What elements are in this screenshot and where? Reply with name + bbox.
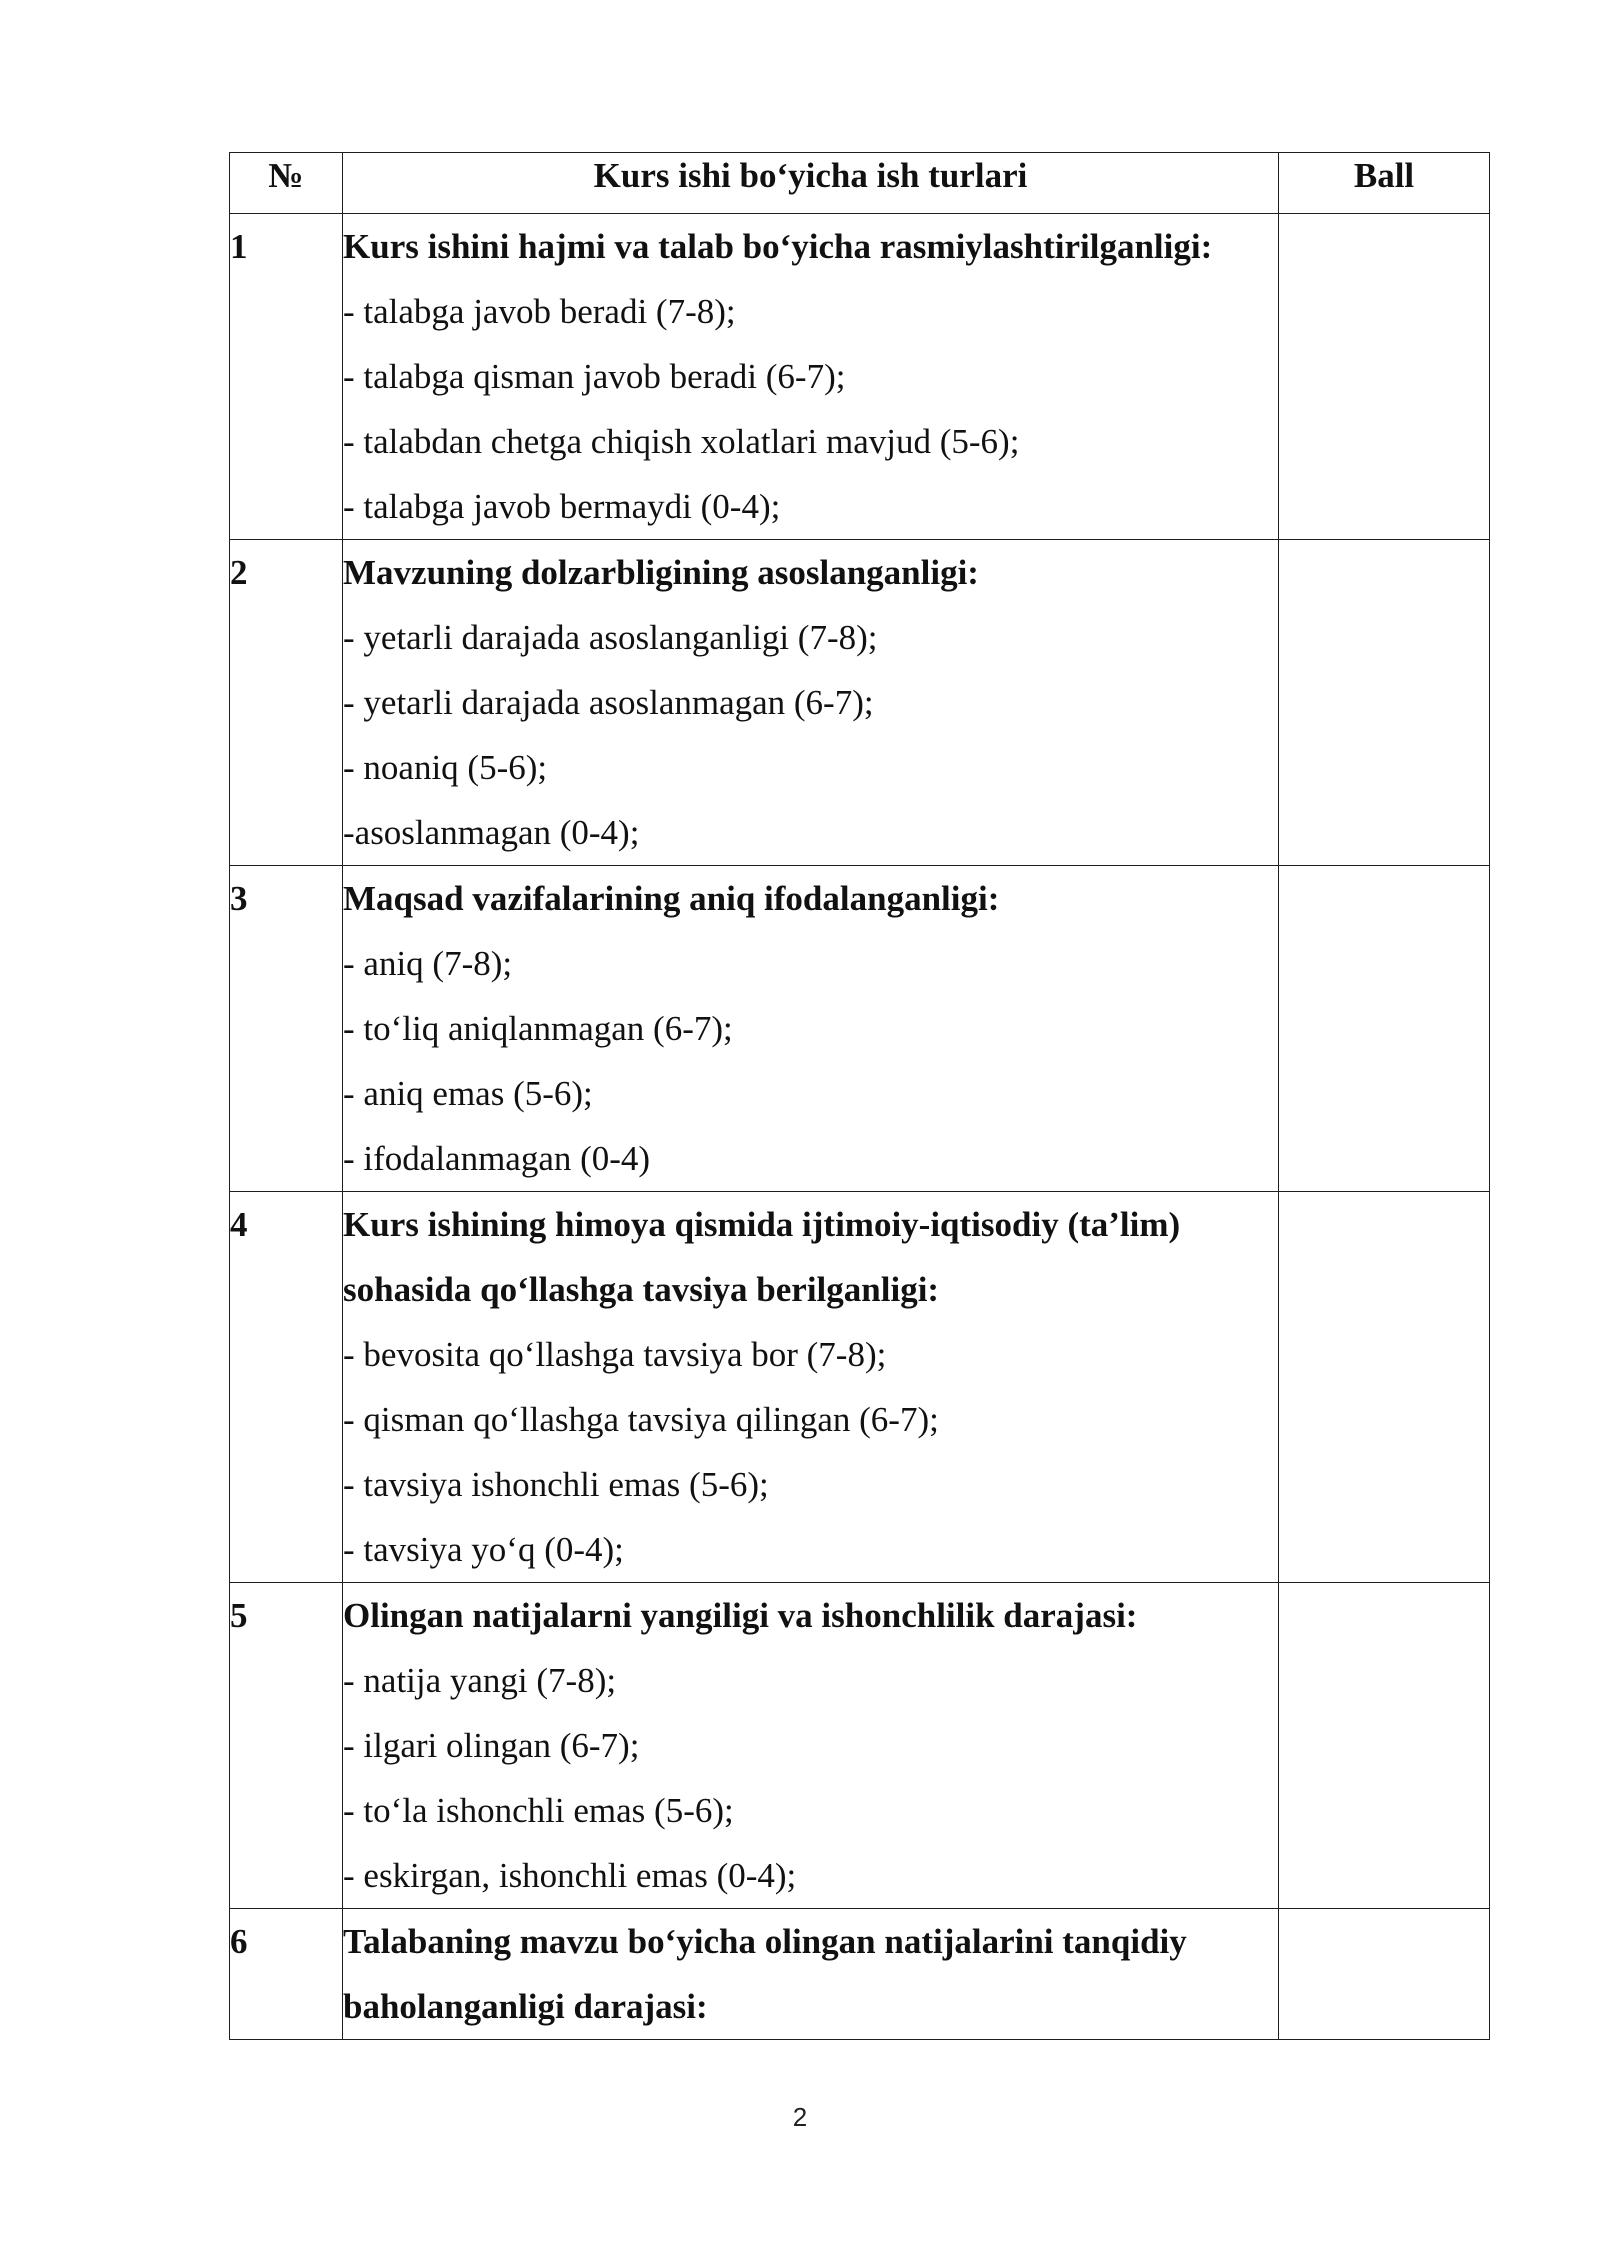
- ball-cell: [1279, 540, 1490, 866]
- row-description: [343, 1192, 1279, 1583]
- criterion-title: Maqsad vazifalarining aniq ifodalanganligi:: [343, 879, 1000, 918]
- criterion-option: - yetarli darajada asoslanmagan (6-7);: [343, 683, 874, 722]
- header-ball: Ball: [1279, 153, 1490, 214]
- criterion-option: - aniq emas (5-6);: [343, 1074, 593, 1113]
- criterion-option: - eskirgan, ishonchli emas (0-4);: [343, 1856, 797, 1895]
- table-row: [230, 540, 1490, 866]
- criterion-option: - natija yangi (7-8);: [343, 1661, 617, 1700]
- criterion-option: - tavsiya yo‘q (0-4);: [343, 1530, 624, 1569]
- criterion-title: Olingan natijalarni yangiligi va ishonchlilik darajasi:: [343, 1596, 1138, 1635]
- ball-cell: [1279, 1909, 1490, 2040]
- row-description: [343, 1909, 1279, 2040]
- criterion-title: Mavzuning dolzarbligining asoslanganligi:: [343, 553, 979, 592]
- criterion-option: - bevosita qo‘llashga tavsiya bor (7-8);: [343, 1335, 887, 1374]
- criterion-option: - talabdan chetga chiqish xolatlari mavjud (5-6);: [343, 422, 1020, 461]
- row-number: 4: [230, 1192, 343, 1583]
- criterion-title: Talabaning mavzu bo‘yicha olingan natijalarini tanqidiy baholanganligi darajasi:: [343, 1922, 1187, 2026]
- ball-cell: [1279, 866, 1490, 1192]
- criterion-option: - qisman qo‘llashga tavsiya qilingan (6-7);: [343, 1400, 939, 1439]
- criterion-option: - aniq (7-8);: [343, 944, 513, 983]
- row-description: [343, 866, 1279, 1192]
- ball-cell: [1279, 214, 1490, 540]
- row-description: [343, 540, 1279, 866]
- row-number: 2: [230, 540, 343, 866]
- row-description: [343, 214, 1279, 540]
- row-number: 1: [230, 214, 343, 540]
- table-row: [230, 1583, 1490, 1909]
- row-number: 3: [230, 866, 343, 1192]
- header-number: №: [230, 153, 343, 214]
- header-work-types: Kurs ishi bo‘yicha ish turlari: [343, 153, 1279, 214]
- criterion-option: - ifodalanmagan (0-4): [343, 1139, 651, 1178]
- table-row: [230, 214, 1490, 540]
- table-row: [230, 1909, 1490, 2040]
- evaluation-table: [229, 152, 1490, 2040]
- ball-cell: [1279, 1192, 1490, 1583]
- criterion-option: - talabga qisman javob beradi (6-7);: [343, 357, 846, 396]
- ball-cell: [1279, 1583, 1490, 1909]
- criterion-option: - talabga javob beradi (7-8);: [343, 292, 736, 331]
- criterion-title: Kurs ishining himoya qismida ijtimoiy-iqtisodiy (ta’lim) sohasida qo‘llashga tavsiya berilganligi:: [343, 1205, 1181, 1309]
- criterion-option: - ilgari olingan (6-7);: [343, 1726, 640, 1765]
- criterion-option: - talabga javob bermaydi (0-4);: [343, 487, 781, 526]
- row-number: 5: [230, 1583, 343, 1909]
- row-number: 6: [230, 1909, 343, 2040]
- criterion-option: - yetarli darajada asoslanganligi (7-8);: [343, 618, 878, 657]
- page-number: 2: [792, 2102, 808, 2132]
- row-description: [343, 1583, 1279, 1909]
- table-row: [230, 866, 1490, 1192]
- criterion-option: - tavsiya ishonchli emas (5-6);: [343, 1465, 769, 1504]
- criterion-option: -asoslanmagan (0-4);: [343, 813, 640, 852]
- table-row: [230, 1192, 1490, 1583]
- criterion-option: - to‘la ishonchli emas (5-6);: [343, 1791, 734, 1830]
- criterion-option: - to‘liq aniqlanmagan (6-7);: [343, 1009, 733, 1048]
- criterion-title: Kurs ishini hajmi va talab bo‘yicha rasmiylashtirilganligi:: [343, 227, 1213, 266]
- criterion-option: - noaniq (5-6);: [343, 748, 548, 787]
- table-header-row: [230, 153, 1490, 214]
